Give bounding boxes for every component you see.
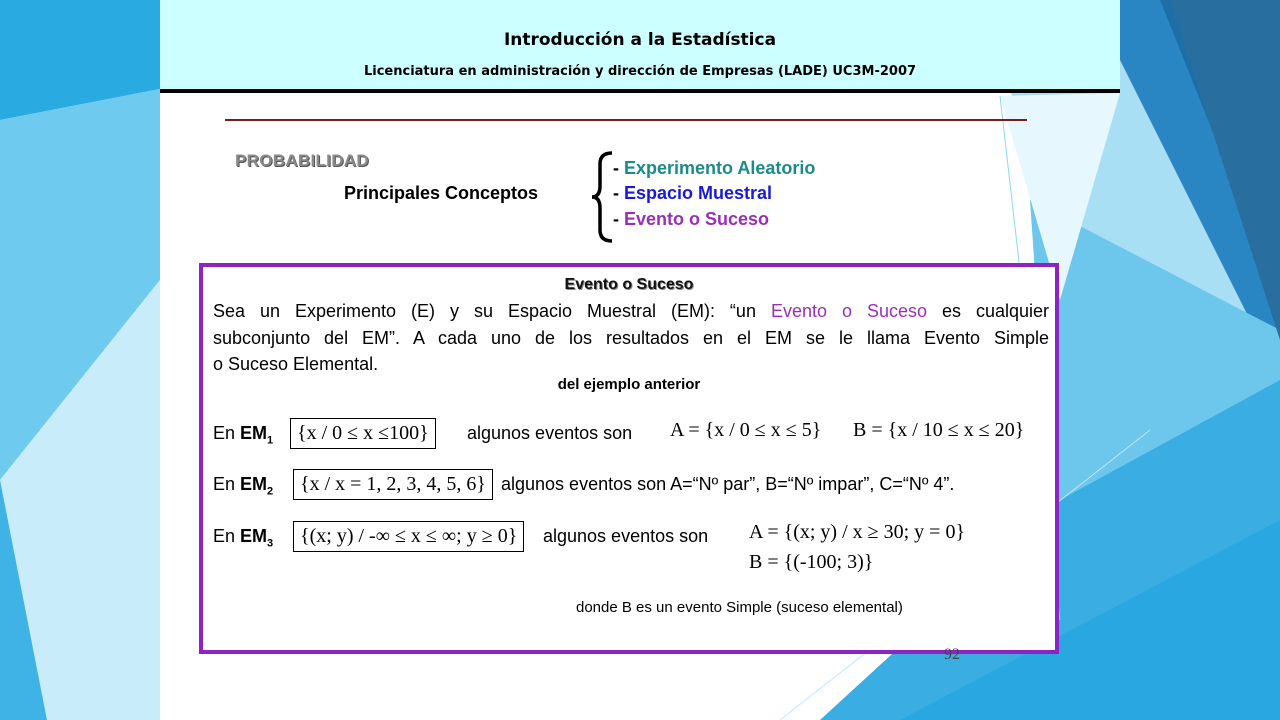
set-em2: {x / x = 1, 2, 3, 4, 5, 6} bbox=[293, 469, 493, 500]
section-rule bbox=[225, 119, 1027, 121]
formula-a-em1: A = {x / 0 ≤ x ≤ 5} bbox=[670, 419, 822, 441]
page-title: Introducción a la Estadística bbox=[503, 30, 777, 50]
concept-item-label: Evento o Suceso bbox=[624, 209, 770, 229]
row-text-em3: algunos eventos son bbox=[543, 526, 709, 546]
highlight-term: Evento o Suceso bbox=[770, 301, 927, 321]
header-divider bbox=[160, 89, 1120, 93]
page-subtitle: Licenciatura en administración y dirección de Empresas (LADE) UC3M-2007 bbox=[363, 64, 917, 79]
definition-line-3: o Suceso Elemental. bbox=[213, 354, 379, 374]
concept-item-evento: - Evento o Suceso bbox=[613, 209, 770, 229]
concept-item-label: Experimento Aleatorio bbox=[624, 158, 816, 178]
box-title: Evento o Suceso bbox=[564, 276, 694, 293]
formula-a-em3: A = {(x; y) / x ≥ 30; y = 0} bbox=[749, 521, 966, 543]
formula-b-em3: B = {(-100; 3)} bbox=[749, 551, 874, 573]
definition-box bbox=[199, 263, 1059, 654]
definition-line-1: Sea un Experimento (E) y su Espacio Muestral (EM): “un Evento o Suceso es cualquier bbox=[213, 301, 1049, 321]
example-row-em2: En $EM_2$ bbox=[213, 474, 274, 498]
concept-item-experimento: - Experimento Aleatorio bbox=[613, 158, 816, 178]
formula-b-em1: B = {x / 10 ≤ x ≤ 20} bbox=[853, 419, 1025, 441]
example-row-em3: En $EM_3$ bbox=[213, 526, 274, 550]
example-row-em1: En $EM_1$ bbox=[213, 423, 274, 447]
row-text-em1: algunos eventos son bbox=[467, 423, 633, 443]
footnote: donde B es un evento Simple (suceso elemental) bbox=[576, 599, 903, 616]
set-em1: {x / 0 ≤ x ≤100} bbox=[290, 418, 436, 449]
concept-item-label: Espacio Muestral bbox=[624, 183, 773, 203]
definition-text bbox=[213, 298, 1049, 378]
page-number: 92 bbox=[944, 646, 960, 663]
concepts-label: Principales Conceptos bbox=[344, 183, 539, 203]
concept-item-espacio: - Espacio Muestral bbox=[613, 183, 773, 203]
row-text-em2: algunos eventos son A=“Nº par”, B=“Nº impar”, C=“Nº 4”. bbox=[501, 474, 955, 494]
set-em3: {(x; y) / -∞ ≤ x ≤ ∞; y ≥ 0} bbox=[293, 521, 524, 552]
definition-line-2: subconjunto del EM”. A cada uno de los resultados en el EM se le llama Evento Simple bbox=[213, 327, 1049, 348]
example-heading: del ejemplo anterior bbox=[557, 376, 701, 393]
section-title: PROBABILIDAD bbox=[235, 151, 369, 170]
